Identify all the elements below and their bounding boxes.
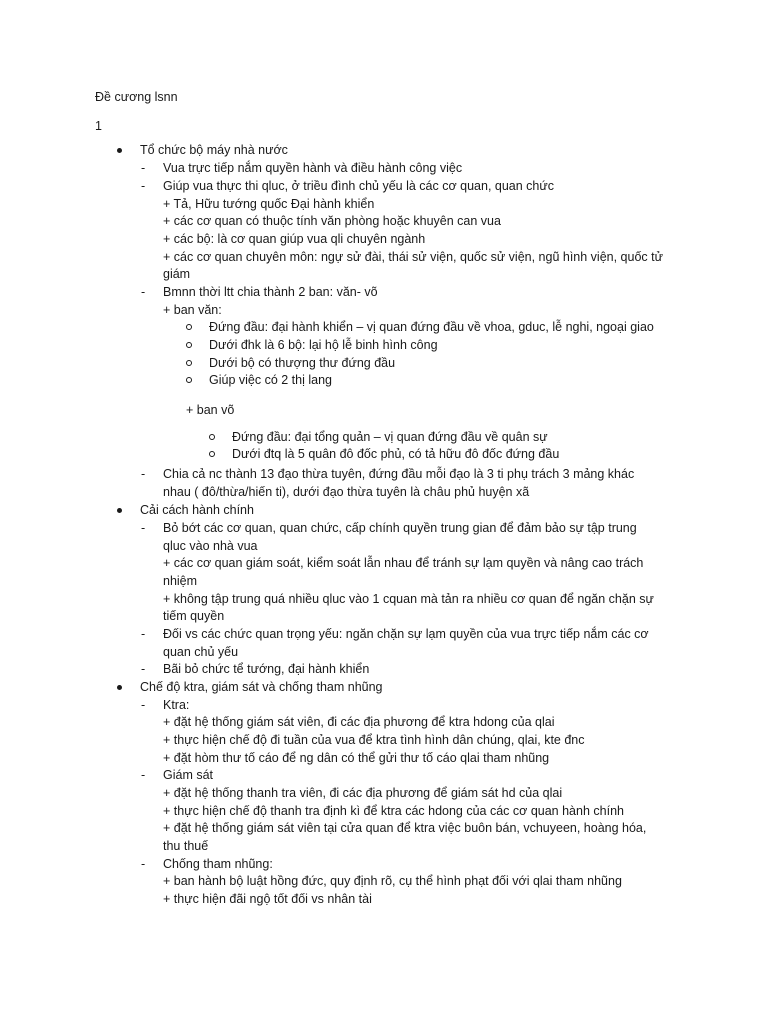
- list-item: Chống tham nhũng:: [163, 857, 273, 871]
- list-item: + thực hiện đãi ngộ tốt đối vs nhân tài: [163, 892, 372, 906]
- circle-bullet-icon: [186, 377, 192, 383]
- list-item: Dưới đtq là 5 quân đô đốc phủ, có tả hữu đô đốc đứng đầu: [232, 447, 560, 461]
- list-item: qluc vào nhà vua: [163, 539, 258, 553]
- list-item: giám: [163, 267, 191, 281]
- document-title: Đề cương lsnn: [95, 90, 178, 104]
- list-item: + ban võ: [186, 403, 235, 417]
- bullet-icon: [117, 148, 122, 153]
- list-item: + đặt hệ thống giám sát viên, đi các địa phương để ktra hdong của qlai: [163, 715, 555, 729]
- list-item: Dưới bộ có thượng thư đứng đầu: [209, 356, 396, 370]
- list-item: + ban hành bộ luật hồng đức, quy định rõ, cụ thể hình phạt đối với qlai tham nhũng: [163, 874, 622, 888]
- list-item: + các cơ quan chuyên môn: ngự sử đài, thái sử viện, quốc sử viện, ngũ hình viện, quốc tử: [163, 250, 663, 264]
- dash-icon: -: [141, 627, 146, 641]
- dash-icon: -: [141, 698, 146, 712]
- list-item: Giúp việc có 2 thị lang: [209, 373, 332, 387]
- list-item: Bãi bỏ chức tể tướng, đại hành khiển: [163, 662, 370, 676]
- list-item: + đặt hệ thống giám sát viên tại cửa quan để ktra việc buôn bán, vchuyeen, hoàng hóa,: [163, 821, 647, 835]
- list-item: + các cơ quan giám soát, kiểm soát lẫn nhau để tránh sự lạm quyền và nâng cao trách: [163, 556, 644, 570]
- list-item: Giám sát: [163, 768, 214, 782]
- list-item: Vua trực tiếp nắm quyền hành và điều hành công việc: [163, 161, 463, 175]
- circle-bullet-icon: [209, 451, 215, 457]
- list-item: thu thuế: [163, 839, 209, 853]
- list-item: Ktra:: [163, 698, 190, 712]
- list-item: Giúp vua thực thi qluc, ở triều đình chủ yếu là các cơ quan, quan chức: [163, 179, 554, 193]
- circle-bullet-icon: [186, 360, 192, 366]
- list-item: + đặt hệ thống thanh tra viên, đi các địa phương để giám sát hd của qlai: [163, 786, 563, 800]
- dash-icon: -: [141, 662, 146, 676]
- section-heading: Chế độ ktra, giám sát và chống tham nhũng: [140, 680, 383, 694]
- list-item: + ban văn:: [163, 303, 222, 317]
- list-item: + không tập trung quá nhiều qluc vào 1 cquan mà tản ra nhiều cơ quan để ngăn chặn sự: [163, 592, 654, 606]
- bullet-icon: [117, 685, 122, 690]
- dash-icon: -: [141, 285, 146, 299]
- list-item: Bmnn thời ltt chia thành 2 ban: văn- võ: [163, 285, 378, 299]
- list-item: + thực hiện chế độ thanh tra định kì để ktra các hdong của các cơ quan hành chính: [163, 804, 624, 818]
- section-heading: Tổ chức bộ máy nhà nước: [140, 143, 288, 157]
- circle-bullet-icon: [186, 342, 192, 348]
- list-item: nhiệm: [163, 574, 198, 588]
- list-item: + các cơ quan có thuộc tính văn phòng hoặc khuyên can vua: [163, 214, 501, 228]
- list-item: Đối vs các chức quan trọng yếu: ngăn chặn sự lạm quyền của vua trực tiếp nắm các cơ: [163, 627, 649, 641]
- dash-icon: -: [141, 179, 146, 193]
- circle-bullet-icon: [186, 324, 192, 330]
- list-item: + đặt hòm thư tố cáo để ng dân có thể gửi thư tố cáo qlai tham nhũng: [163, 751, 550, 765]
- list-item: Đứng đầu: đại hành khiển – vị quan đứng đầu về vhoa, gduc, lễ nghi, ngoại giao: [209, 320, 654, 334]
- list-item: + thực hiện chế độ đi tuần của vua để ktra tình hình dân chúng, qlai, kte đnc: [163, 733, 585, 747]
- list-item: Bỏ bớt các cơ quan, quan chức, cấp chính quyền trung gian để đảm bảo sự tập trung: [163, 521, 637, 535]
- section-heading: Cải cách hành chính: [140, 503, 254, 517]
- dash-icon: -: [141, 521, 146, 535]
- section-number: 1: [95, 119, 102, 133]
- dash-icon: -: [141, 467, 146, 481]
- list-item: nhau ( đô/thừa/hiến ti), dưới đạo thừa tuyên là châu phủ huyện xã: [163, 485, 530, 499]
- bullet-icon: [117, 508, 122, 513]
- list-item: Chia cả nc thành 13 đạo thừa tuyên, đứng đầu mỗi đạo là 3 ti phụ trách 3 mảng khác: [163, 467, 635, 481]
- dash-icon: -: [141, 857, 146, 871]
- list-item: tiếm quyền: [163, 609, 225, 623]
- dash-icon: -: [141, 768, 146, 782]
- circle-bullet-icon: [209, 434, 215, 440]
- list-item: + các bộ: là cơ quan giúp vua qli chuyên ngành: [163, 232, 426, 246]
- list-item: + Tả, Hữu tướng quốc Đại hành khiển: [163, 197, 375, 211]
- dash-icon: -: [141, 161, 146, 175]
- list-item: Dưới đhk là 6 bộ: lại hộ lễ binh hình công: [209, 338, 438, 352]
- list-item: quan chủ yếu: [163, 645, 239, 659]
- list-item: Đứng đầu: đại tổng quản – vị quan đứng đầu về quân sự: [232, 430, 548, 444]
